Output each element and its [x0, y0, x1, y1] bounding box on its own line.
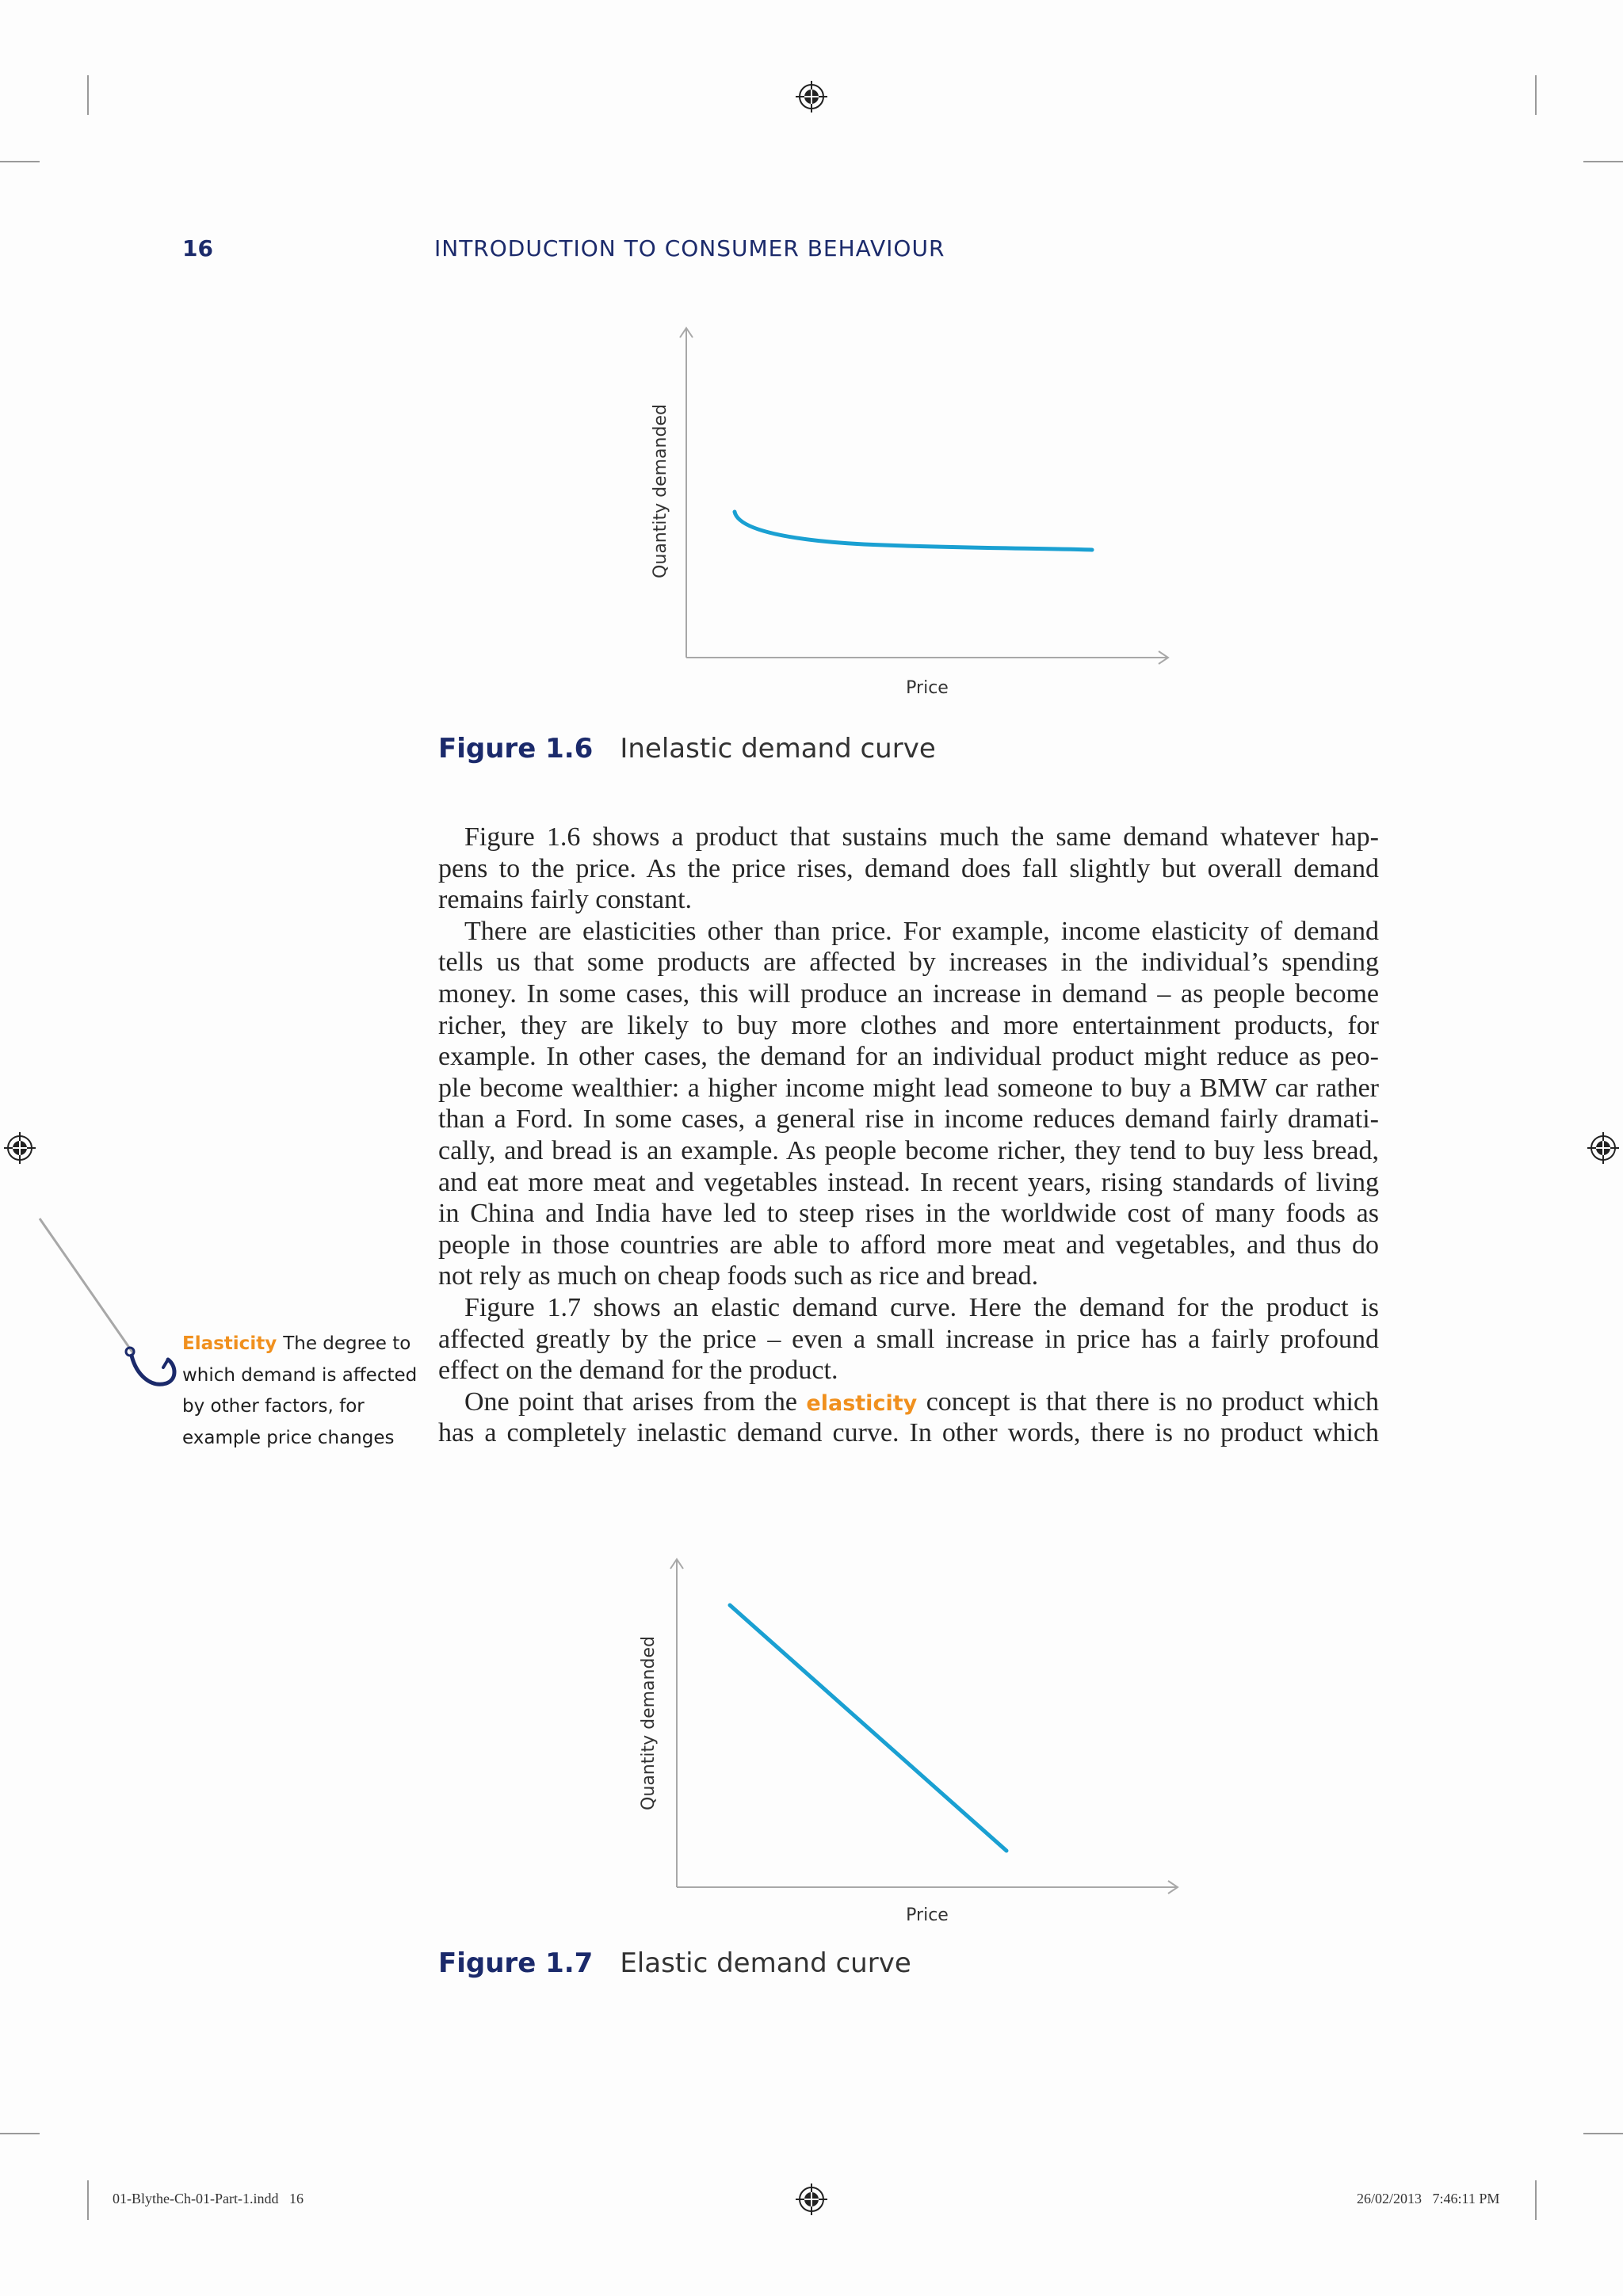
figure-number: Figure 1.6: [438, 733, 594, 765]
text-line: and eat more meat and vegetables instead. In recent years, rising standards of living: [438, 1167, 1379, 1197]
text-segment: One point that arises from the: [464, 1386, 807, 1417]
text-line: not rely as much on cheap foods such as rice and bread.: [438, 1261, 1039, 1291]
registration-mark-icon: [4, 1132, 36, 1164]
figure-1-6-chart: [634, 317, 1189, 705]
footer-filename: 01-Blythe-Ch-01-Part-1.indd 16: [113, 2191, 304, 2206]
text-line: example. In other cases, the demand for an individual product might reduce as peo-: [438, 1042, 1379, 1072]
text-line: tells us that some products are affected by increases in the individual’s spending: [438, 948, 1379, 978]
text-line: in China and India have led to steep rises in the worldwide cost of many foods as: [438, 1199, 1379, 1229]
footer-timestamp: 26/02/2013 7:46:11 PM: [1357, 2191, 1500, 2206]
figure-number: Figure 1.7: [438, 1947, 594, 1979]
glossary-term: Elasticity: [182, 1333, 277, 1354]
text-line: cally, and bread is an example. As people become richer, they tend to buy less bread,: [438, 1135, 1379, 1165]
text-line: than a Ford. In some cases, a general rise in income reduces demand fairly dramati-: [438, 1104, 1379, 1135]
crop-mark: [1583, 2133, 1623, 2134]
chart-axes: [670, 1559, 1178, 1894]
figure-title: Elastic demand curve: [620, 1947, 911, 1979]
page-number: 16: [182, 235, 213, 261]
inelastic-demand-curve: [735, 512, 1092, 550]
crop-mark: [87, 75, 89, 115]
chart-axes: [680, 328, 1168, 664]
figure-title: Inelastic demand curve: [620, 733, 936, 765]
crop-mark: [0, 2133, 40, 2134]
text-line: effect on the demand for the product.: [438, 1356, 838, 1386]
margin-definition: [182, 1329, 420, 1454]
elastic-demand-curve: [730, 1605, 1006, 1851]
y-axis-label: Quantity demanded: [651, 404, 670, 578]
registration-mark-icon: [1587, 1132, 1619, 1164]
figure-1-6-caption: [438, 733, 936, 765]
y-axis-label: Quantity demanded: [639, 1636, 659, 1810]
glossary-definition: The degree to which demand is affected by other factors, for example price changes: [182, 1333, 418, 1448]
running-title: INTRODUCTION TO CONSUMER BEHAVIOUR: [434, 235, 945, 261]
text-line: pens to the price. As the price rises, demand does fall slightly but overall demand: [438, 853, 1379, 883]
text-line: affected greatly by the price – even a small increase in price has a fairly profound: [438, 1324, 1379, 1354]
crop-mark: [1535, 2180, 1537, 2220]
text-line: ple become wealthier: a higher income might lead someone to buy a BMW car rather: [438, 1073, 1379, 1103]
text-line: Figure 1.7 shows an elastic demand curve. Here the demand for the product is: [464, 1292, 1379, 1322]
crop-mark: [1583, 161, 1623, 162]
x-axis-label: Price: [906, 1905, 949, 1925]
crop-mark: [87, 2180, 89, 2220]
figure-1-7-chart: [626, 1553, 1189, 1933]
text-line: has a completely inelastic demand curve. In other words, there is no product which: [438, 1418, 1379, 1448]
figure-1-7-caption: [438, 1947, 911, 1979]
text-line: money. In some cases, this will produce an increase in demand – as people become: [438, 978, 1379, 1009]
x-axis-label: Price: [906, 678, 949, 698]
keyword-elasticity: elasticity: [806, 1390, 918, 1416]
registration-mark-icon: [796, 2183, 827, 2215]
text-line: There are elasticities other than price. For example, income elasticity of demand: [464, 916, 1379, 946]
text-line: Figure 1.6 shows a product that sustains much the same demand whatever hap-: [464, 822, 1379, 852]
text-line: remains fairly constant.: [438, 885, 693, 915]
crop-mark: [0, 161, 40, 162]
text-line: richer, they are likely to buy more clothes and more entertainment products, for: [438, 1010, 1379, 1040]
body-text: [438, 822, 1379, 1449]
hook-icon: [32, 1212, 182, 1402]
text-line: [438, 1386, 1379, 1418]
registration-mark-icon: [796, 81, 827, 113]
crop-mark: [1535, 75, 1537, 115]
text-segment: concept is that there is no product which: [917, 1386, 1379, 1417]
text-line: people in those countries are able to afford more meat and vegetables, and thus do: [438, 1230, 1379, 1260]
